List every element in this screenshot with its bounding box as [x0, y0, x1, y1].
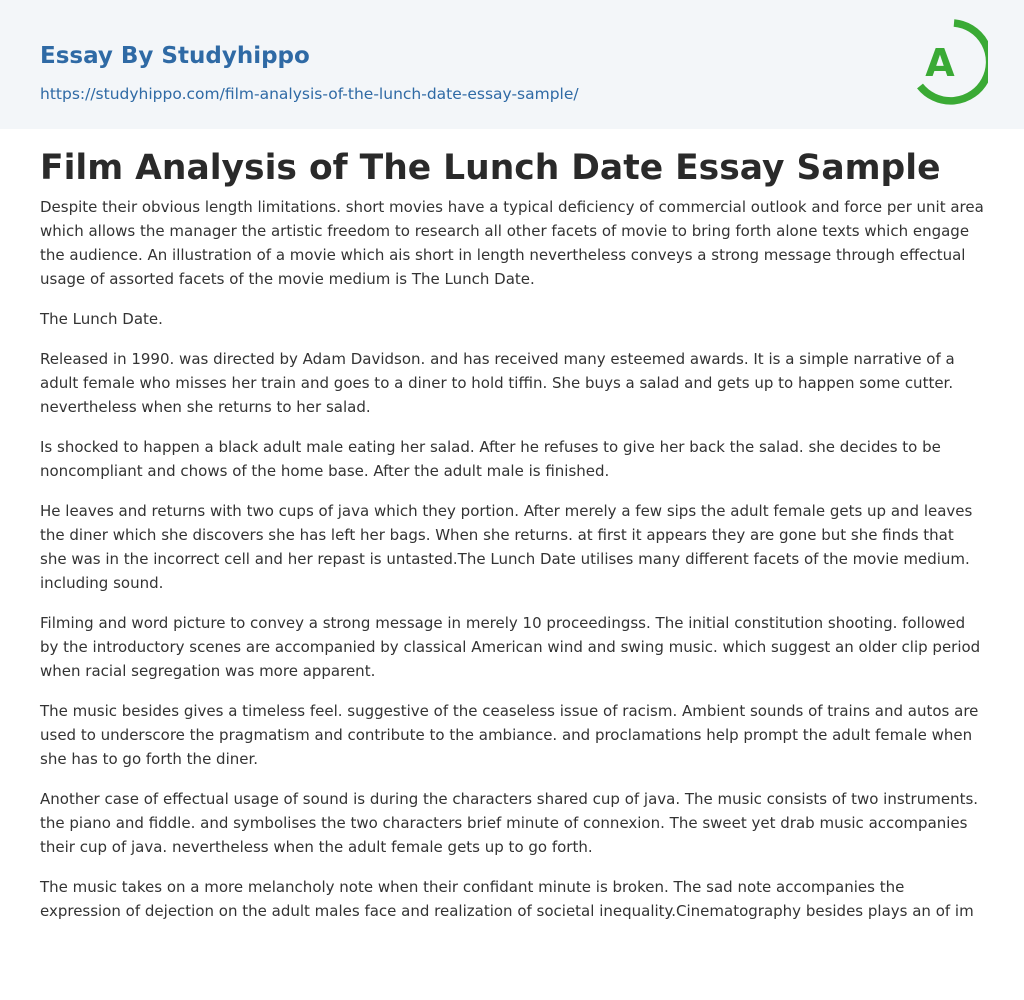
paragraph: The Lunch Date.	[40, 310, 163, 328]
paragraph: The music takes on a more melancholy note when their confidant minute is broken. The sad note accompanies the expression of dejection on the adult males face and realization of societal inequality.Cinematography besides plays an of im	[40, 878, 974, 920]
paragraph: Another case of effectual usage of sound is during the characters shared cup of java. The music consists of two instruments. the piano and fiddle. and symbolises the two characters brief minute of connexion. The sweet yet drab music accompanies their cup of java. nevertheless when the adult female gets up to go forth.	[40, 790, 979, 856]
page-title: Film Analysis of The Lunch Date Essay Sample	[40, 148, 941, 188]
paragraph: Is shocked to happen a black adult male eating her salad. After he refuses to give her back the salad. she decides to be noncompliant and chows of the home base. After the adult male is finished.	[40, 438, 941, 480]
paragraph: He leaves and returns with two cups of java which they portion. After merely a few sips the adult female gets up and leaves the diner which she discovers she has left her bags. When she returns. at first it appears they are gone but she finds that she was in the incorrect cell and her repast is untasted.The Lunch Date utilises many different facets of the movie medium. including sound.	[40, 502, 973, 592]
paragraph: Filming and word picture to convey a strong message in merely 10 proceedingss. The initial constitution shooting. followed by the introductory scenes are accompanied by classical American wind and swing music. which suggest an older clip period when racial segregation was more apparent.	[40, 614, 981, 680]
paragraph: Despite their obvious length limitations. short movies have a typical deficiency of commercial outlook and force per unit area which allows the manager the artistic freedom to research all other facets of movie to bring forth alone texts which engage the audience. An illustration of a movie which ais short in length nevertheless conveys a strong message through effectual usage of assorted facets of the movie medium is The Lunch Date.	[40, 198, 984, 288]
logo-letter: A	[925, 41, 955, 85]
article-body	[40, 195, 984, 923]
site-header	[0, 0, 1024, 129]
article-url-link[interactable]: https://studyhippo.com/film-analysis-of-the-lunch-date-essay-sample/	[40, 85, 579, 103]
site-brand[interactable]: Essay By Studyhippo	[40, 43, 310, 69]
article	[40, 146, 984, 939]
paragraph: The music besides gives a timeless feel. suggestive of the ceaseless issue of racism. Ambient sounds of trains and autos are used to underscore the pragmatism and contribute to the ambiance. and proclamations help prompt the adult female when she has to go forth the diner.	[40, 702, 979, 768]
circle-a-logo-icon[interactable]	[912, 18, 988, 106]
paragraph: Released in 1990. was directed by Adam Davidson. and has received many esteemed awards. It is a simple narrative of a adult female who misses her train and goes to a diner to hold tiffin. She buys a salad and gets up to happen some cutter. nevertheless when she returns to her salad.	[40, 350, 955, 416]
